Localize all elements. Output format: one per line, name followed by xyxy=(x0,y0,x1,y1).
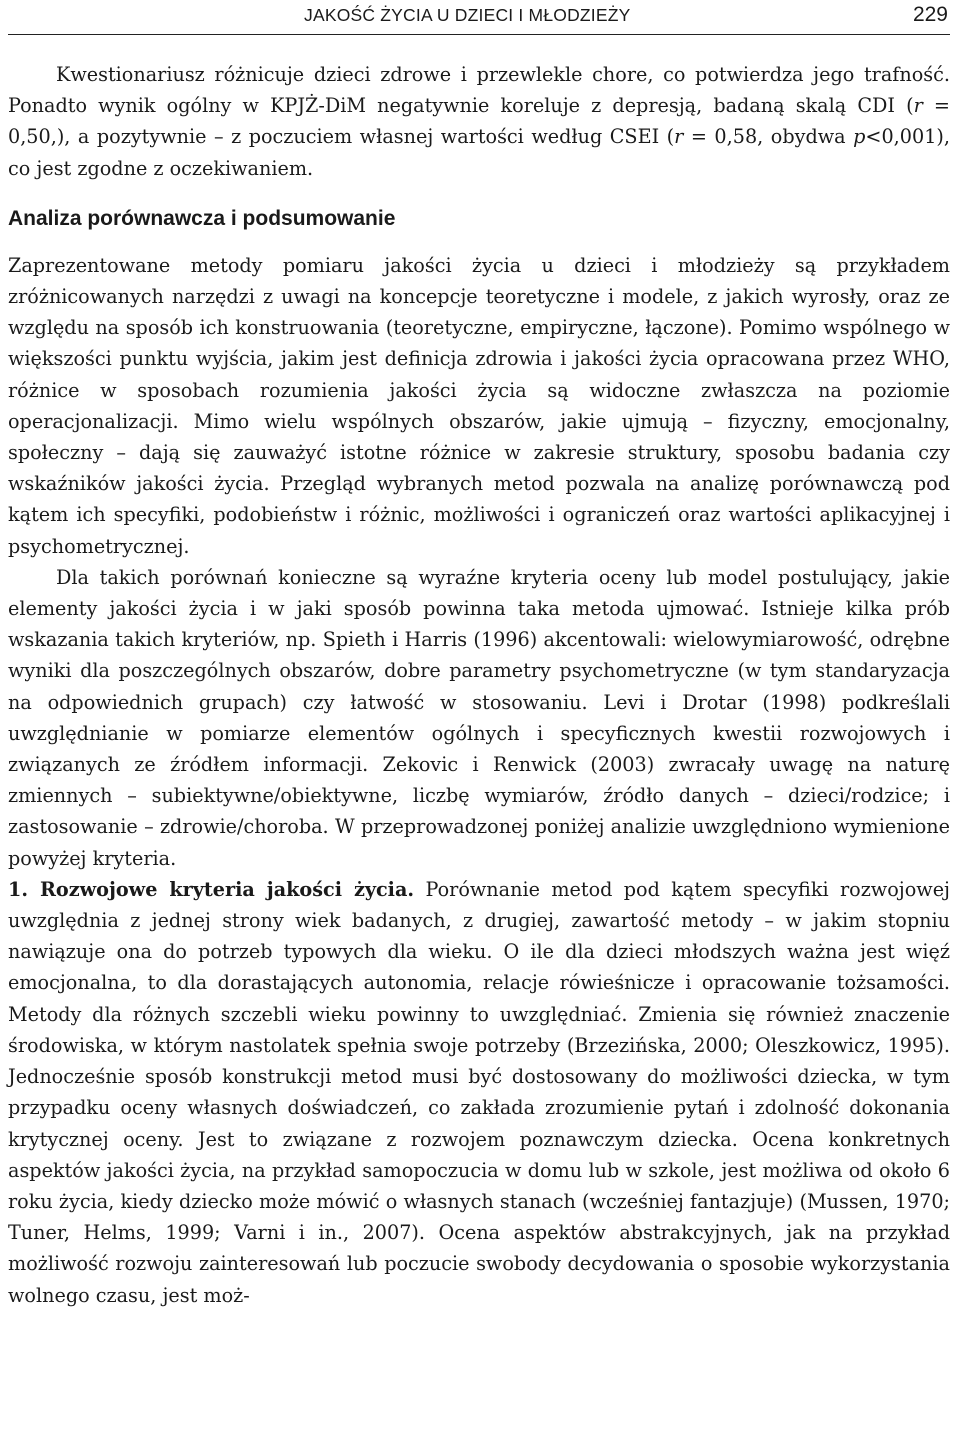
correlation-symbol-1: r xyxy=(913,94,923,118)
intro-text-4: <0,001), co jest zgodne z oczekiwaniem. xyxy=(8,125,950,180)
intro-paragraph xyxy=(8,59,950,184)
paragraph-criteria: Dla takich porównań konieczne są wyraźne kryteria oceny lub model postulujący, jakie elementy jakości życia i w jaki sposób powinna taka metoda ujmować. Istnieje kilka prób wskazania takich kryteriów, np. Spieth i Harris (1996) akcentowali: wielowymiarowość, odrębne wyniki dla poszczególnych obszarów, dobre parametry psychometryczne (w tym standaryzacja na odpowiednich grupach) czy łatwość w stosowaniu. Levi i Drotar (1998) podkreślali uwzględnianie w pomiarze elementów ogólnych i specyficznych kwestii rozwojowych i związanych ze źródłem informacji. Zekovic i Renwick (2003) zwracały uwagę na naturę zmiennych – subiektywne/obiektywne, liczbę wymiarów, źródło danych – dzieci/rodzice; i zastosowanie – zdrowie/choroba. W przeprowadzonej poniżej analizie uwzględniono wymienione powyżej kryteria. xyxy=(8,565,950,870)
correlation-symbol-2: r xyxy=(674,125,684,149)
section-heading: Analiza porównawcza i podsumowanie xyxy=(8,206,396,230)
page-number: 229 xyxy=(912,3,948,26)
intro-text-3: = 0,58, obydwa xyxy=(683,125,854,149)
paragraph-developmental-text: Porównanie metod pod kątem specyfiki rozwojowej uwzględnia z jednej strony wiek badanych, z drugiej, zawartość metody – w jakim stopniu nawiązuje ona do potrzeb typowych dla wieku. O ile dla dzieci młodszych ważna jest więź emocjonalna, to dla dorastających autonomia, relacje rówieśnicze i opracowanie tożsamości. Metody dla różnych szczebli wieku powinny to uwzględniać. Zmienia się również znaczenie środowiska, w którym nastolatek spełnia swoje potrzeby (Brzezińska, 2000; Oleszkowicz, 1995). Jednocześnie sposób konstrukcji metod musi być dostosowany do możliwości dziecka, w tym przypadku oceny własnych doświadczeń, co zakłada zrozumienie pytań i zdolność dokonania krytycznej oceny. Jest to związane z rozwojem poznawczym dziecka. Ocena konkretnych aspektów jakości życia, na przykład samopoczucia w domu lub w szkole, jest możliwa od około 6 roku życia, kiedy dziecko może mówić o własnych stanach (wcześniej fantazjuje) (Mussen, 1970; Tuner, Helms, 1999; Varni i in., 2007). Ocena aspektów abstrakcyjnych, jak na przykład możliwość rozwoju zainteresowań lub poczucie swobody decydowania o sposobie wykorzystania wolnego czasu, jest moż- xyxy=(8,877,951,1307)
intro-text-1: Kwestionariusz różnicuje dzieci zdrowe i przewlekle chore, co potwierdza jego trafność. Ponadto wynik ogólny w KPJŻ-DiM negatywnie koreluje z depresją, badaną skalą CDI ( xyxy=(8,63,950,118)
criteria-heading-inline: 1. Rozwojowe kryteria jakości życia. xyxy=(8,877,415,901)
p-value-symbol: p xyxy=(853,125,866,149)
running-header xyxy=(8,0,950,35)
paragraph-comparison: Zaprezentowane metody pomiaru jakości życia u dzieci i młodzieży są przykładem zróżnicowanych narzędzi z uwagi na koncepcje teoretyczne i modele, z jakich wyrosły, oraz ze względu na sposób ich konstruowania (teoretyczne, empiryczne, łączone). Pomimo wspólnego w większości punktu wyjścia, jakim jest definicja zdrowia i jakości życia opracowana przez WHO, różnice w sposobach rozumienia jakości życia są widoczne zwłaszcza na poziomie operacjonalizacji. Mimo wielu wspólnych obszarów, jakie ujmują – fizyczny, emocjonalny, społeczny – dają się zauważyć istotne różnice w zakresie struktury, sposobu badania czy wskaźników jakości życia. Przegląd wybranych metod pozwala na analizę porównawczą pod kątem ich specyfiki, podobieństw i różnic, możliwości i ograniczeń oraz wartości aplikacyjnej i psychometrycznej. xyxy=(8,253,950,558)
intro-text-2: = 0,50,), a pozytywnie – z poczuciem własnej wartości według CSEI ( xyxy=(8,94,950,149)
running-title: JAKOŚĆ ŻYCIA U DZIECI I MŁODZIEŻY xyxy=(304,5,631,25)
paragraph-developmental-criteria xyxy=(8,874,950,1311)
